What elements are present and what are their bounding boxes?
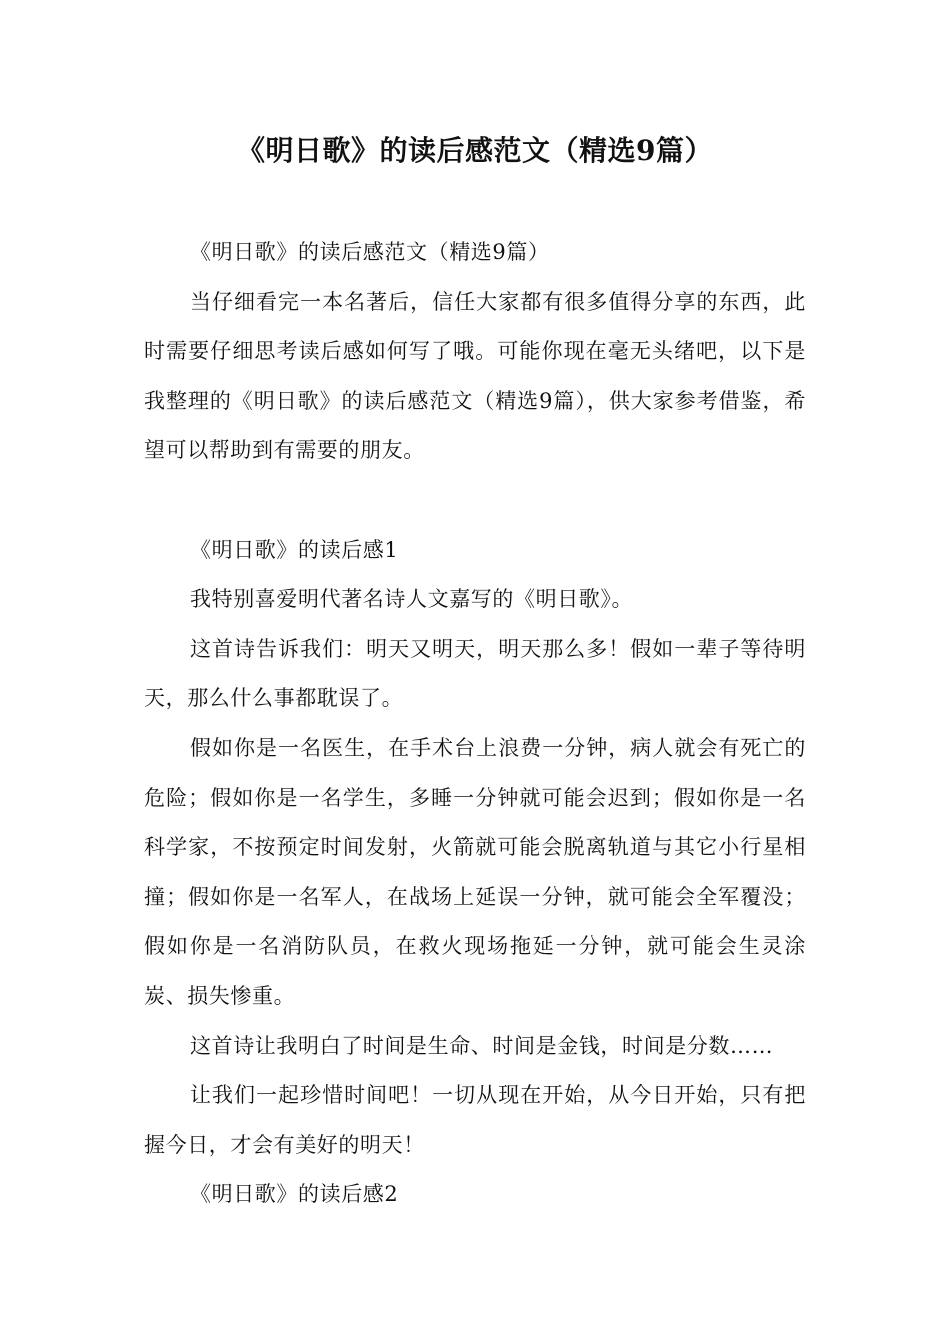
body-paragraph-3: 假如你是一名医生，在手术台上浪费一分钟，病人就会有死亡的危险；假如你是一名学生，多睡一分钟就可能会迟到；假如你是一名科学家，不按预定时间发射，火箭就可能会脱离轨道与其它小行星相撞；假如你是一名军人，在战场上延误一分钟，就可能会全军覆没；假如你是一名消防队员，在救火现场拖延一分钟，就可能会生灵涂炭、损失惨重。 xyxy=(144,735,806,1008)
section-heading-1: 《明日歌》的读后感1 xyxy=(190,537,399,562)
subtitle-paragraph: 《明日歌》的读后感范文（精选9篇） xyxy=(190,240,550,264)
paragraph-spacer xyxy=(144,476,806,526)
body-paragraph-4: 这首诗让我明白了时间是生命、时间是金钱，时间是分数…… xyxy=(190,1033,774,1058)
body-paragraph-2: 这首诗告诉我们：明天又明天，明天那么多！假如一辈子等待明天，那么什么事都耽误了。 xyxy=(144,636,806,711)
body-paragraph-1: 我特别喜爱明代著名诗人文嘉写的《明日歌》。 xyxy=(190,587,634,612)
body-paragraph-5: 让我们一起珍惜时间吧！一切从现在开始，从今日开始，只有把握今日，才会有美好的明天！ xyxy=(144,1083,806,1157)
document-body xyxy=(144,228,806,1220)
document-title: 《明日歌》的读后感范文（精选9篇） xyxy=(237,134,713,167)
section-heading-2: 《明日歌》的读后感2 xyxy=(190,1182,399,1207)
intro-paragraph: 当仔细看完一本名著后，信任大家都有很多值得分享的东西，此时需要仔细思考读后感如何写了哦。可能你现在毫无头绪吧，以下是我整理的《明日歌》的读后感范文（精选9篇），供大家参考借鉴，希望可以帮助到有需要的朋友。 xyxy=(144,289,806,463)
